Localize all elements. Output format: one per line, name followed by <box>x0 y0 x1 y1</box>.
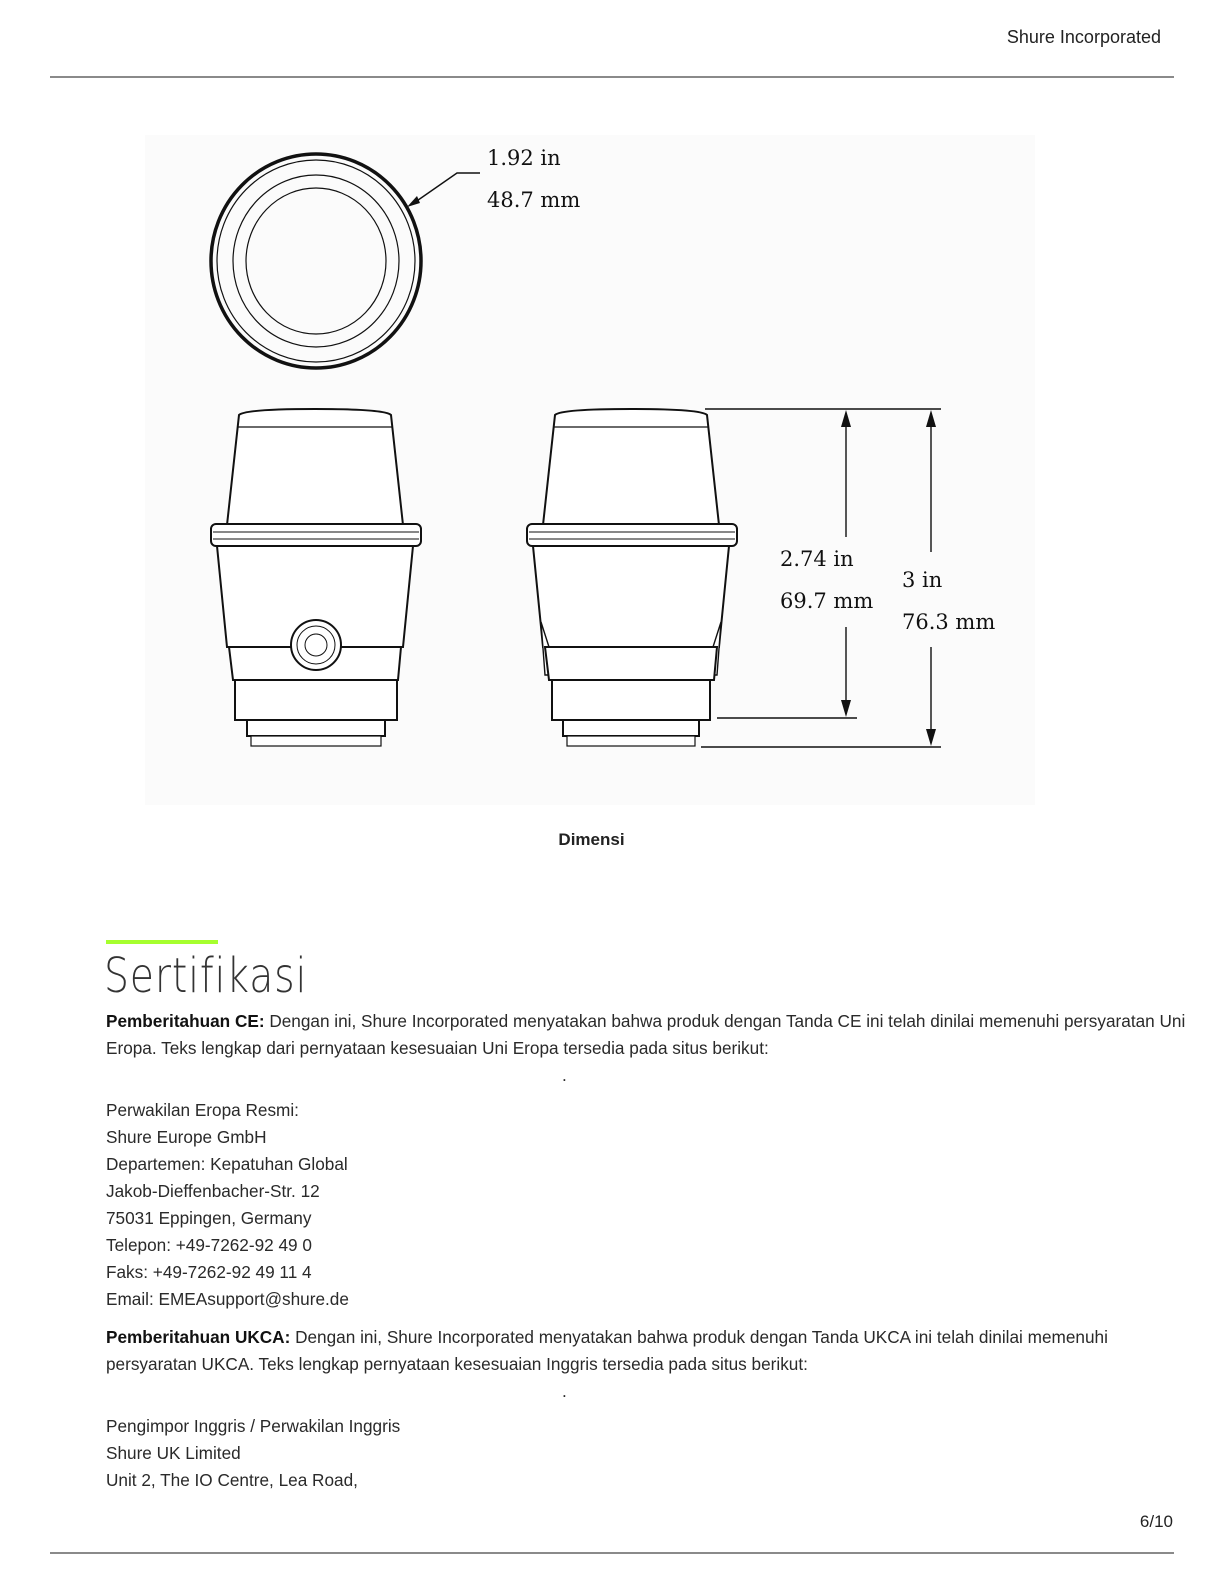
address-line: Departemen: Kepatuhan Global <box>106 1154 348 1174</box>
ukca-text: Dengan ini, Shure Incorporated menyatakan bahwa produk dengan Tanda UKCA ini telah dinilai memenuhi persyaratan UKCA. Teks lengkap pernyataan kesesuaian Inggris tersedia pada situs berikut: <box>106 1327 1108 1374</box>
ce-label: Pemberitahuan CE: <box>106 1011 265 1031</box>
address-line: Shure UK Limited <box>106 1443 241 1463</box>
address-line: Faks: +49-7262-92 49 11 4 <box>106 1262 312 1282</box>
height1-in: 2.74 in <box>780 547 854 571</box>
address-line: Perwakilan Eropa Resmi: <box>106 1100 299 1120</box>
ce-representative <box>106 1097 1186 1313</box>
ukca-notice <box>106 1324 1186 1378</box>
ce-text: Dengan ini, Shure Incorporated menyatakan bahwa produk dengan Tanda CE ini telah dinilai memenuhi persyaratan Uni Eropa. Teks lengkap dari pernyataan kesesuaian Uni Eropa tersedia pada situs berikut: <box>106 1011 1186 1058</box>
section-accent-bar <box>106 940 218 944</box>
certification-content <box>106 1008 1186 1494</box>
side-view <box>527 409 737 746</box>
height2-mm: 76.3 mm <box>902 610 996 634</box>
figure-caption: Dimensi <box>558 830 625 849</box>
height1-mm: 69.7 mm <box>780 589 874 613</box>
front-view <box>211 409 421 746</box>
header-company: Shure Incorporated <box>1006 27 1161 47</box>
footer-rule <box>50 1552 1174 1554</box>
address-line: Email: EMEAsupport@shure.de <box>106 1289 349 1309</box>
diameter-mm: 48.7 mm <box>487 188 581 212</box>
address-line: Pengimpor Inggris / Perwakilan Inggris <box>106 1416 401 1436</box>
address-line: Jakob-Dieffenbacher-Str. 12 <box>106 1181 320 1201</box>
page-number: 6/10 <box>1139 1512 1173 1531</box>
address-line: Shure Europe GmbH <box>106 1127 267 1147</box>
address-line: Telepon: +49-7262-92 49 0 <box>106 1235 312 1255</box>
height2-in: 3 in <box>902 568 943 592</box>
address-line: 75031 Eppingen, Germany <box>106 1208 312 1228</box>
ce-notice <box>106 1008 1186 1062</box>
address-line: Unit 2, The IO Centre, Lea Road, <box>106 1470 358 1490</box>
header-rule <box>50 76 1174 78</box>
ukca-label: Pemberitahuan UKCA: <box>106 1327 291 1347</box>
ce-link-placeholder: . <box>562 1065 567 1085</box>
section-title: Sertifikasi <box>104 948 308 1004</box>
diameter-in: 1.92 in <box>487 146 561 170</box>
ukca-link-placeholder: . <box>562 1381 567 1401</box>
ukca-representative <box>106 1413 1186 1494</box>
dimension-drawing <box>145 135 1035 805</box>
